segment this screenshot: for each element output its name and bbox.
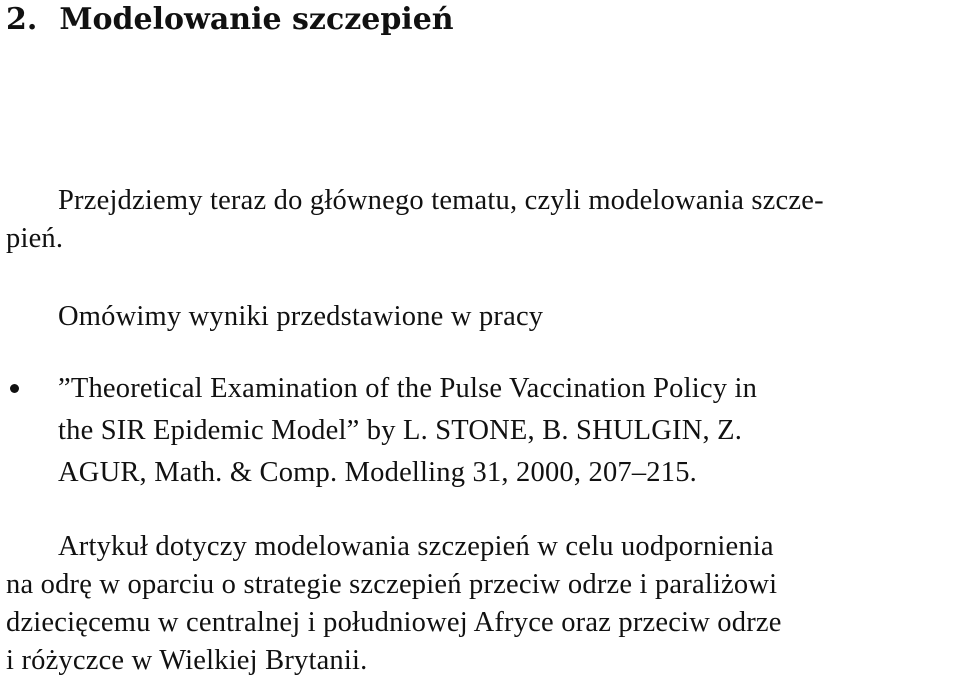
bullet-icon: [10, 384, 19, 393]
section-title: Modelowanie szczepień: [59, 2, 454, 37]
reference-line: ”Theoretical Examination of the Pulse Vaccination Policy in: [58, 373, 758, 404]
reference-item: [58, 368, 948, 494]
discuss-paragraph: [6, 298, 946, 336]
article-paragraph: [6, 528, 946, 680]
reference-line: the SIR Epidemic Model” by L. STONE, B. SHULGIN, Z.: [58, 415, 743, 446]
section-number: 2.: [6, 2, 38, 37]
article-line: na odrę w oparciu o strategie szczepień przeciw odrze i paraliżowi: [6, 569, 778, 600]
intro-line: pień.: [6, 223, 64, 254]
article-line: dziecięcemu w centralnej i południowej Afryce oraz przeciw odrze: [6, 607, 782, 638]
article-line: Artykuł dotyczy modelowania szczepień w celu uodpornienia: [58, 531, 774, 562]
article-line: i różyczce w Wielkiej Brytanii.: [6, 645, 368, 676]
discuss-line: Omówimy wyniki przedstawione w pracy: [58, 301, 544, 332]
intro-line: Przejdziemy teraz do głównego tematu, czyli modelowania szcze-: [58, 185, 824, 216]
intro-paragraph: [6, 182, 946, 258]
section-heading: [6, 0, 454, 40]
reference-line: AGUR, Math. & Comp. Modelling 31, 2000, 207–215.: [58, 457, 697, 488]
